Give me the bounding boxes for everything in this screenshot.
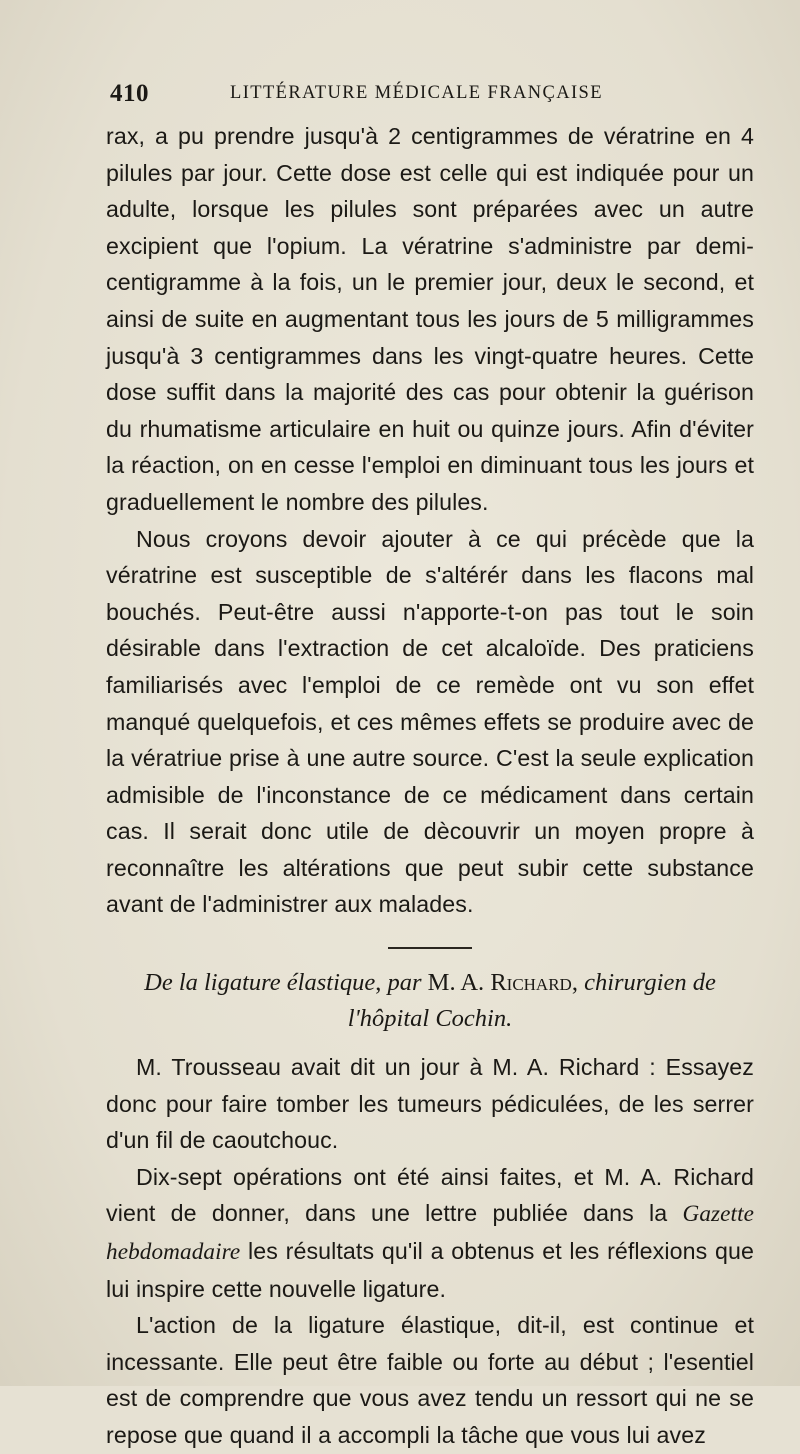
section-divider — [388, 947, 472, 949]
article-title-author: Richard — [490, 969, 572, 997]
paragraph-veratrine-alteration: Nous croyons devoir ajouter à ce qui précède que la vératrine est susceptible de s'altérér dans les flacons mal bouchés. Peut-être aussi n'apporte-t-on pas tout le soin désirable dans l'extraction de cet alcaloïde. Des praticiens familiarisés avec l'emploi de ce remède ont vu son effet manqué quelquefois, et ces mêmes effets se produire avec de la vératriue prise à une autre source. C'est la seule explication admisible de l'inconstance de ce médicament dans certain cas. Il serait donc utile de dècouvrir un moyen propre à reconnaître les altérations que peut subir cette substance avant de l'administrer aux malades. — [106, 525, 754, 918]
paragraph-veratrine-dosage: rax, a pu prendre jusqu'à 2 centigrammes de vératrine en 4 pilules par jour. Cette dose est celle qui est indiquée pour un adulte, lorsque les pilules sont préparées avec un autre excipient que l'opium. La vératrine s'administre par demi-centigramme à la fois, un le premier jour, deux le second, et ainsi de suite en augmentant tous les jours de 5 milligrammes jusqu'à 3 centigrammes dans les vingt-quatre heures. Cette dose suffit dans la majorité des cas pour obtenir la guérison du rhumatisme articulaire en huit ou quinze jours. Afin d'éviter la réaction, on en cesse l'emploi en diminuant tous les jours et graduellement le nombre des pilules. — [106, 123, 754, 515]
paragraph-seventeen-operations-b: les résultats qu'il a obtenus et les réflexions que lui inspire cette nouvelle ligature. — [106, 1238, 754, 1302]
article-title-comma-2: , — [571, 969, 585, 997]
article-title-initials: M. A. — [421, 969, 491, 997]
article-title-main: De la ligature élastique — [144, 969, 376, 997]
paragraph-seventeen-operations-a: Dix-sept opérations ont été ainsi faites, et M. A. Richard vient de donner, dans une lettre publiée dans la — [106, 1163, 754, 1227]
page-header — [110, 80, 640, 114]
page-number: 410 — [110, 80, 149, 107]
article-title-hospital: l'hôpital Cochin. — [347, 1005, 513, 1033]
article-title — [106, 965, 754, 1037]
gazette-title: Gazette hebdomadaire — [106, 1201, 754, 1266]
paragraph-elastic-action: L'action de la ligature élastique, dit-il, est continue et incessante. Elle peut être faible ou forte au début ; l'esentiel est de comprendre que vous avez tendu un ressort qui ne se repose que quand il a accompli la tâche que vous lui avez — [106, 1312, 754, 1448]
article-title-par: par — [387, 969, 422, 997]
article-title-comma: , — [375, 969, 388, 997]
paragraph-seventeen-operations — [106, 1159, 754, 1307]
page-body — [106, 118, 754, 1454]
paragraph-trousseau: M. Trousseau avait dit un jour à M. A. Richard : Essayez donc pour faire tomber les tumeurs pédiculées, de les serrer d'un fil de caoutchouc. — [106, 1054, 754, 1154]
article-title-role: chirurgien de — [584, 969, 716, 997]
running-title: LITTÉRATURE MÉDICALE FRANÇAISE — [230, 83, 603, 103]
